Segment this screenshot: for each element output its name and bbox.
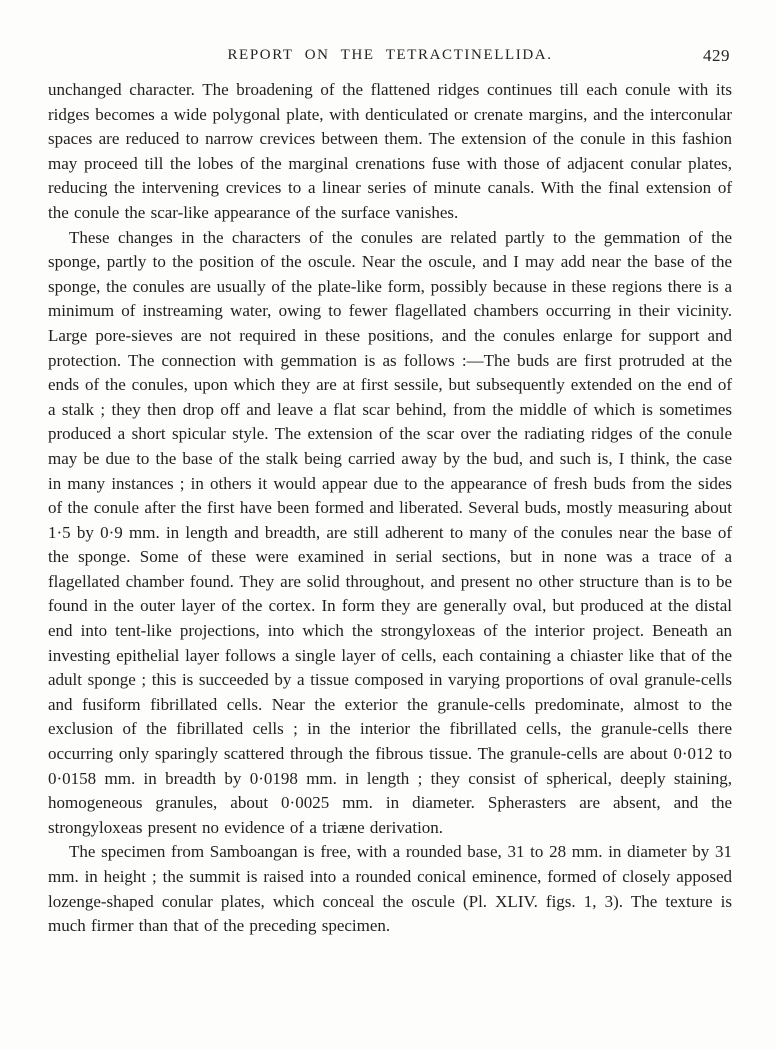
paragraph: unchanged character. The broadening of the flattened ridges continues till each conule with its ridges becomes a wide polygonal plate, with denticulated or crenate margins, and the interconular spaces are reduced to narrow crevices between them. The extension of the conule in this fashion may proceed till the lobes of the marginal crenations fuse with those of adjacent conular plates, reducing the intervening crevices to a linear series of minute canals. With the final extension of the conule the scar-like appearance of the surface vanishes. (48, 80, 732, 222)
paragraph: The specimen from Samboangan is free, with a rounded base, 31 to 28 mm. in diameter by 31 mm. in height ; the summit is raised into a rounded conical eminence, formed of closely apposed lozenge-shaped conular plates, which conceal the oscule (Pl. XLIV. figs. 1, 3). The texture is much firmer than that of the preceding specimen. (48, 842, 732, 936)
paragraph: These changes in the characters of the conules are related partly to the gemmation of the sponge, partly to the position of the oscule. Near the oscule, and I may add near the base of the sponge, the conules are usually of the plate-like form, possibly because in these regions there is a minimum of instreaming water, owing to fewer flagellated chambers occurring in their vicinity. Large pore-sieves are not required in these positions, and the conules enlarge for support and protection. The connection with gemmation is as follows :—The buds are first protruded at the ends of the conules, upon which they are at first sessile, but subsequently extended on the end of a stalk ; they then drop off and leave a flat scar behind, from the middle of which is sometimes produced a short spicular style. The extension of the scar over the radiating ridges of the conule may be due to the base of the stalk being carried away by the bud, and such is, I think, the case in many instances ; in others it would appear due to the appearance of fresh buds from the sides of the conule after the first have been formed and liberated. Several buds, mostly measuring about 1·5 by 0·9 mm. in length and breadth, are still adherent to many of the conules near the base of the sponge. Some of these were examined in serial sections, but in none was a trace of a flagellated chamber found. They are solid throughout, and present no other structure than is to be found in the outer layer of the cortex. In form they are generally oval, but produced at the distal end into tent-like projections, into which the strongyloxeas of the interior project. Beneath an investing epithelial layer follows a single layer of cells, each containing a chiaster like that of the adult sponge ; this is succeeded by a tissue composed in varying proportions of oval granule-cells and fusiform fibrillated cells. Near the exterior the granule-cells predominate, almost to the exclusion of the fibrillated cells ; in the interior the fibrillated cells, the granule-cells there occurring only sparingly scattered through the fibrous tissue. The granule-cells are about 0·012 to 0·0158 mm. in breadth by 0·0198 mm. in length ; they consist of spherical, deeply staining, homogeneous granules, about 0·0025 mm. in diameter. Spherasters are absent, and the strongyloxeas present no evidence of a triæne derivation. (48, 227, 732, 837)
page-number: 429 (703, 46, 730, 65)
running-title: REPORT ON THE TETRACTINELLIDA. (227, 47, 553, 63)
page-header (48, 47, 732, 69)
page-body (48, 78, 732, 939)
